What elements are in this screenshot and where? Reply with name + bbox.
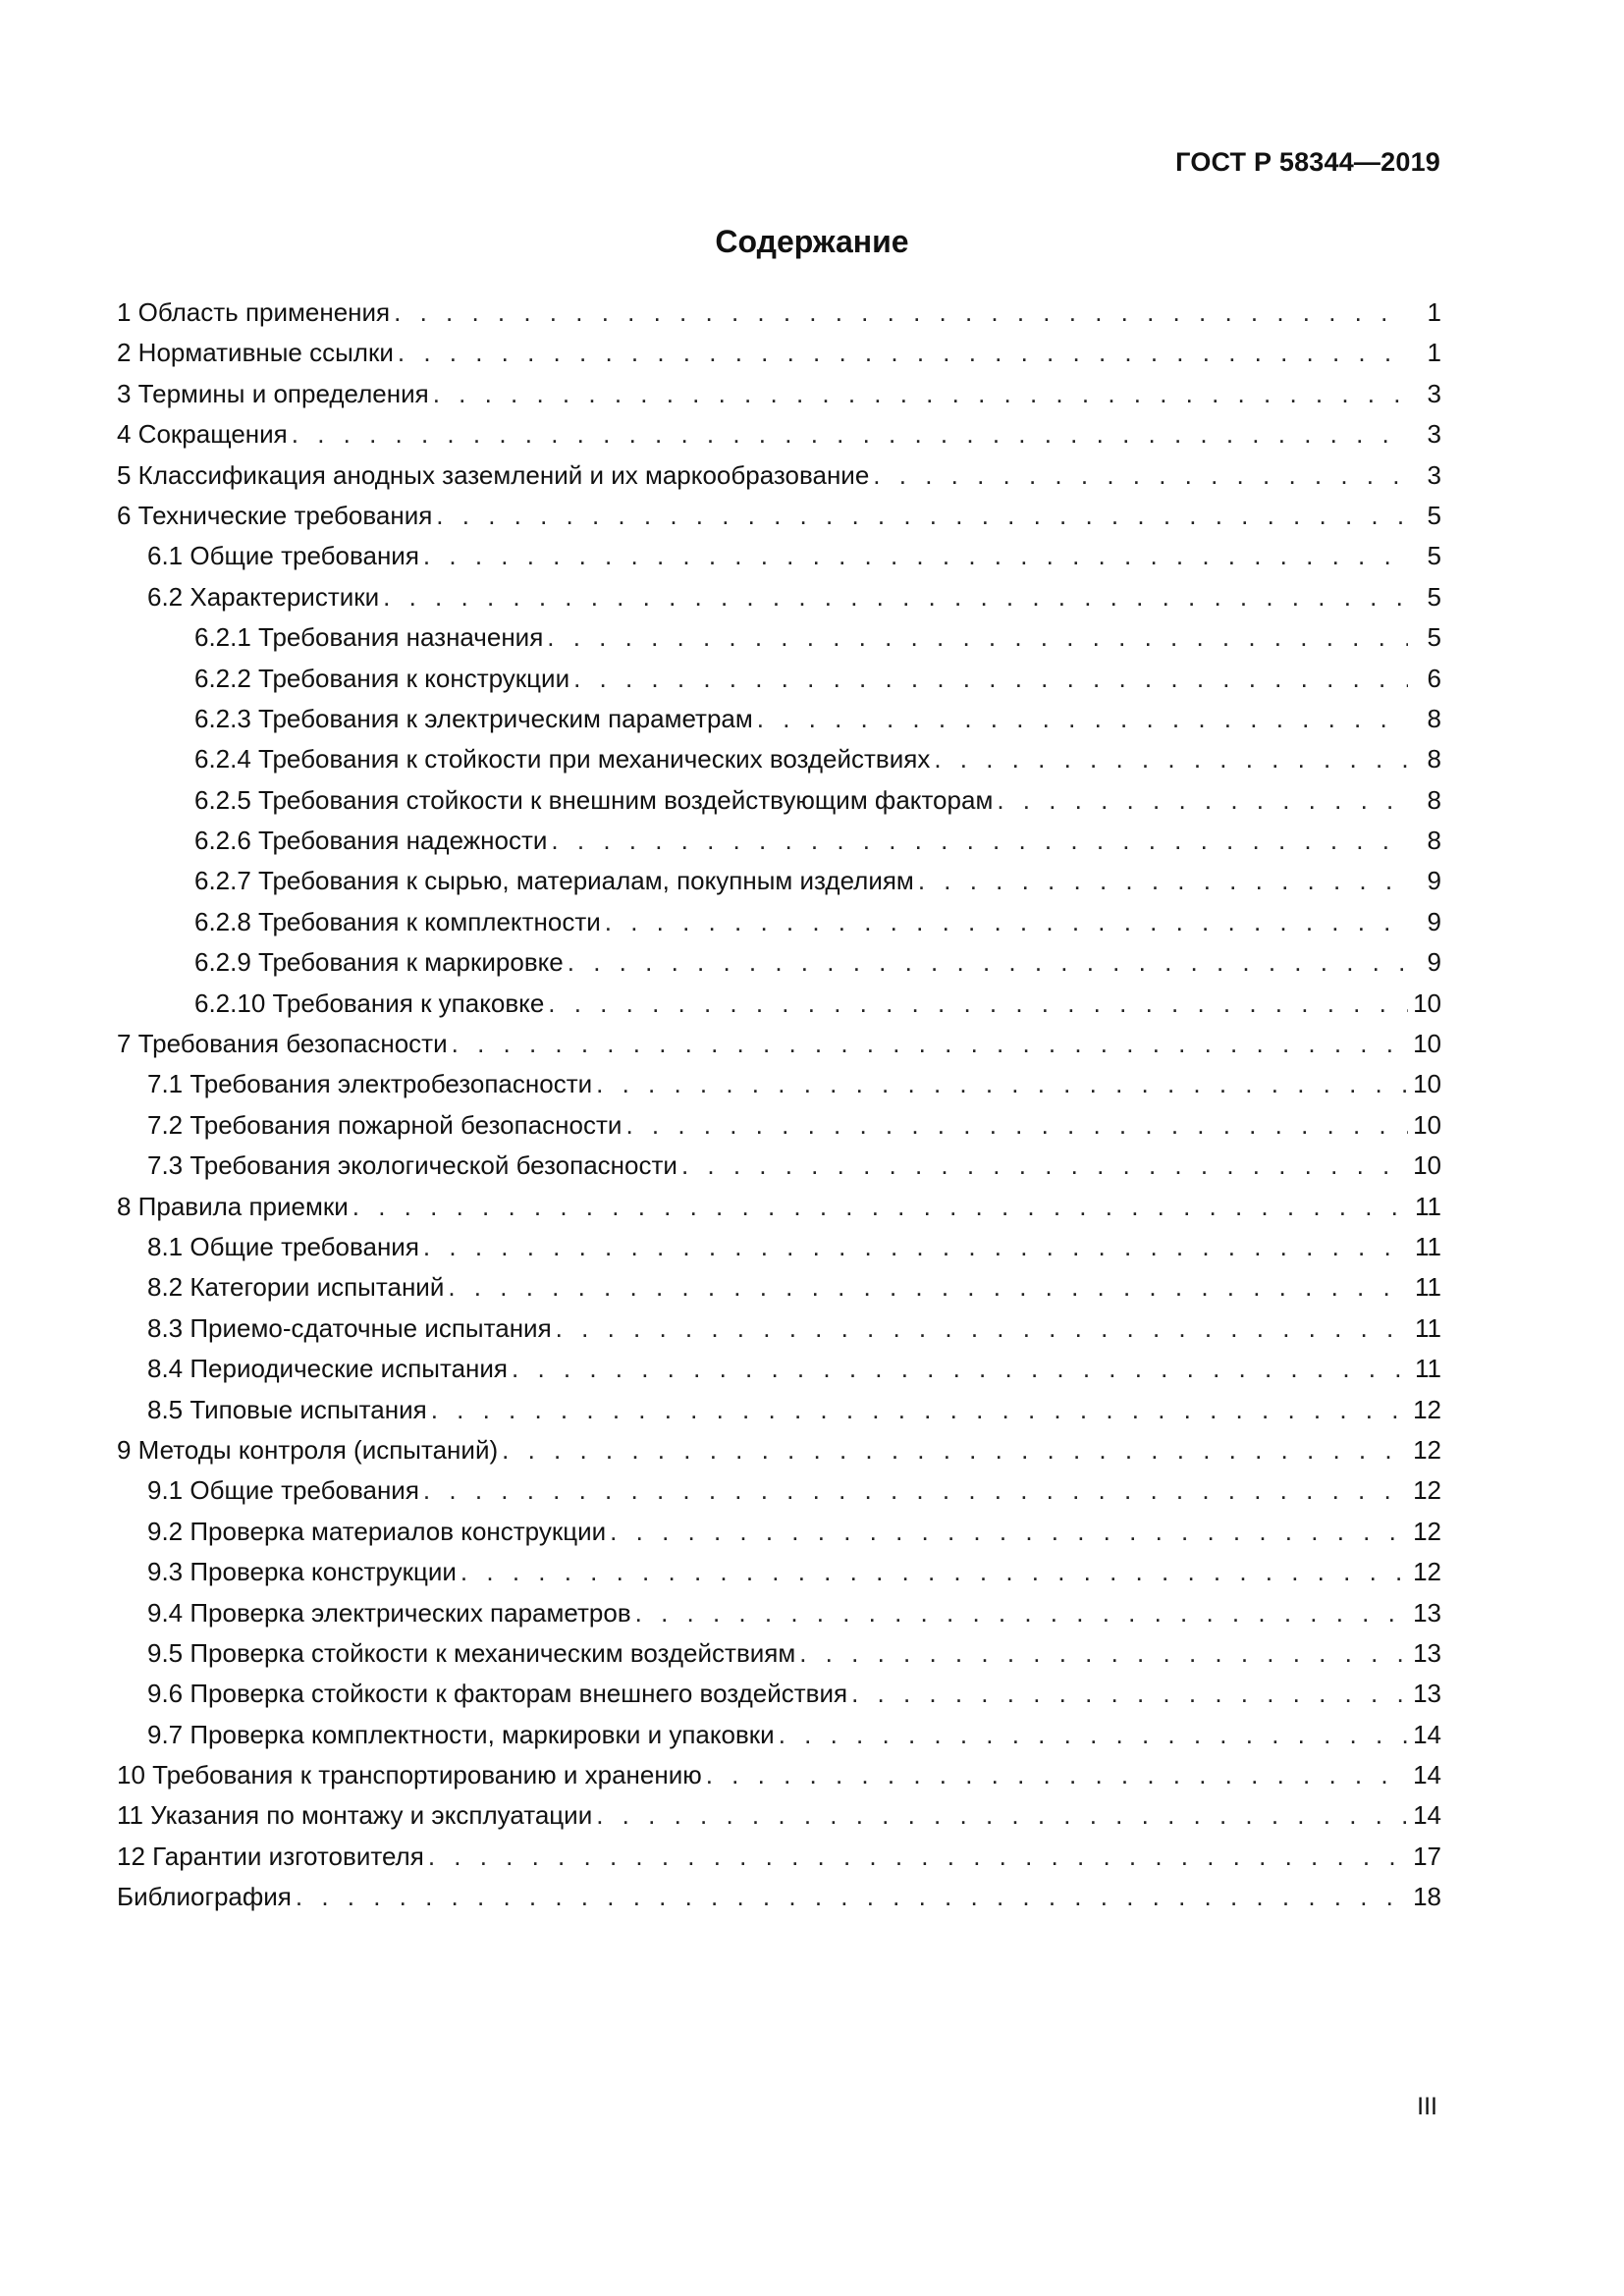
toc-entry-page: 13	[1413, 1679, 1441, 1709]
toc-entry[interactable]	[117, 1552, 1441, 1592]
toc-entry[interactable]	[117, 780, 1441, 821]
toc-entry-page: 14	[1413, 1800, 1441, 1831]
toc-entry-page: 8	[1427, 784, 1441, 815]
toc-entry[interactable]	[117, 1512, 1441, 1552]
toc-entry[interactable]	[117, 1715, 1441, 1755]
toc-entry-title: 6.2.2 Требования к конструкции	[194, 663, 570, 693]
toc-entry-title: 8.4 Периодические испытания	[147, 1354, 508, 1384]
toc-entry-page: 11	[1415, 1231, 1441, 1261]
toc-entry-title: 6.2.3 Требования к электрическим параметрам	[194, 703, 753, 733]
toc-dot-leader	[681, 1146, 1408, 1186]
toc-dot-leader	[757, 699, 1408, 739]
toc-entry-title: 12 Гарантии изготовителя	[117, 1841, 424, 1871]
toc-dot-leader	[934, 739, 1408, 779]
toc-entry-page: 3	[1427, 378, 1441, 408]
toc-dot-leader	[352, 1187, 1408, 1227]
toc-entry[interactable]	[117, 1349, 1441, 1389]
toc-entry-page: 10	[1413, 1029, 1441, 1059]
toc-dot-leader	[556, 1308, 1408, 1349]
toc-entry[interactable]	[117, 902, 1441, 942]
toc-entry[interactable]	[117, 739, 1441, 779]
toc-entry-title: 8.2 Категории испытаний	[147, 1272, 445, 1303]
toc-entry-title: 6.2.1 Требования назначения	[194, 622, 544, 653]
toc-entry[interactable]	[117, 1390, 1441, 1430]
toc-entry[interactable]	[117, 942, 1441, 983]
toc-entry-page: 9	[1427, 947, 1441, 978]
toc-entry-title: 9.7 Проверка комплектности, маркировки и упаковки	[147, 1719, 775, 1749]
toc-entry-page: 12	[1413, 1394, 1441, 1424]
toc-entry-page: 3	[1427, 419, 1441, 450]
toc-dot-leader	[596, 1064, 1408, 1104]
toc-dot-leader	[548, 984, 1408, 1024]
toc-dot-leader	[596, 1795, 1408, 1836]
toc-dot-leader	[625, 1105, 1408, 1146]
toc-entry[interactable]	[117, 1430, 1441, 1470]
toc-entry-page: 10	[1413, 1150, 1441, 1181]
toc-entry-page: 12	[1413, 1557, 1441, 1587]
toc-entry-title: 7.3 Требования экологической безопасности	[147, 1150, 677, 1181]
toc-dot-leader	[918, 861, 1408, 901]
toc-entry-page: 11	[1415, 1312, 1441, 1343]
toc-entry-title: 8 Правила приемки	[117, 1191, 349, 1221]
toc-entry[interactable]	[117, 1593, 1441, 1633]
toc-entry[interactable]	[117, 374, 1441, 414]
toc-entry-title: 6.2.5 Требования стойкости к внешним воздействующим факторам	[194, 784, 994, 815]
toc-entry-title: 9.6 Проверка стойкости к факторам внешнего воздействия	[147, 1679, 848, 1709]
toc-entry-title: 6.1 Общие требования	[147, 541, 419, 571]
toc-dot-leader	[292, 414, 1408, 454]
toc-entry-title: 6.2.9 Требования к маркировке	[194, 947, 564, 978]
toc-entry-page: 13	[1413, 1597, 1441, 1628]
toc-entry-page: 8	[1427, 744, 1441, 774]
toc-entry-title: 9 Методы контроля (испытаний)	[117, 1434, 499, 1465]
toc-title: Содержание	[715, 224, 909, 259]
toc-dot-leader	[873, 455, 1408, 496]
toc-entry-page: 12	[1413, 1516, 1441, 1546]
toc-dot-leader	[423, 1227, 1408, 1267]
toc-dot-leader	[296, 1877, 1408, 1917]
toc-entry[interactable]	[117, 1674, 1441, 1714]
toc-entry[interactable]	[117, 293, 1441, 333]
toc-entry[interactable]	[117, 496, 1441, 536]
toc-dot-leader	[551, 821, 1408, 861]
toc-entry[interactable]	[117, 414, 1441, 454]
toc-dot-leader	[547, 617, 1408, 658]
toc-entry[interactable]	[117, 699, 1441, 739]
toc-dot-leader	[423, 1470, 1408, 1511]
toc-entry-title: 9.2 Проверка материалов конструкции	[147, 1516, 607, 1546]
toc-entry-title: 7.1 Требования электробезопасности	[147, 1069, 593, 1099]
toc-entry-title: 2 Нормативные ссылки	[117, 338, 394, 368]
toc-dot-leader	[605, 902, 1408, 942]
toc-entry-page: 14	[1413, 1719, 1441, 1749]
toc-dot-leader	[448, 1267, 1408, 1308]
toc-dot-leader	[431, 1390, 1408, 1430]
toc-entry-title: 9.1 Общие требования	[147, 1475, 419, 1506]
toc-dot-leader	[452, 1024, 1408, 1064]
toc-entry-title: 6.2.4 Требования к стойкости при механических воздействиях	[194, 744, 931, 774]
toc-entry-title: 8.5 Типовые испытания	[147, 1394, 427, 1424]
toc-entry-title: 10 Требования к транспортированию и хранению	[117, 1760, 702, 1790]
toc-entry-page: 9	[1427, 866, 1441, 896]
toc-entry-page: 8	[1427, 703, 1441, 733]
toc-dot-leader	[610, 1512, 1408, 1552]
toc-entry-title: 9.5 Проверка стойкости к механическим воздействиям	[147, 1637, 796, 1668]
toc-entry-title: Библиография	[117, 1882, 292, 1912]
toc-entry[interactable]	[117, 577, 1441, 617]
toc-entry-page: 14	[1413, 1760, 1441, 1790]
toc-entry-title: 6.2.7 Требования к сырью, материалам, покупным изделиям	[194, 866, 914, 896]
toc-dot-leader	[779, 1715, 1408, 1755]
document-code: ГОСТ Р 58344—2019	[1175, 147, 1440, 177]
toc-entry[interactable]	[117, 861, 1441, 901]
toc-entry-page: 17	[1413, 1841, 1441, 1871]
toc-entry-page: 1	[1427, 338, 1441, 368]
toc-dot-leader	[423, 536, 1408, 576]
toc-dot-leader	[436, 496, 1408, 536]
toc-entry-title: 6.2 Характеристики	[147, 581, 380, 612]
toc-dot-leader	[428, 1837, 1408, 1877]
toc-entry[interactable]	[117, 455, 1441, 496]
toc-dot-leader	[851, 1674, 1408, 1714]
page-number: III	[1417, 2093, 1437, 2120]
toc-entry-title: 6.2.10 Требования к упаковке	[194, 988, 545, 1018]
toc-entry[interactable]	[117, 1837, 1441, 1877]
toc-entry-title: 11 Указания по монтажу и эксплуатации	[117, 1800, 593, 1831]
toc-entry-page: 10	[1413, 988, 1441, 1018]
toc-entry-page: 11	[1415, 1354, 1441, 1384]
toc-entry-page: 18	[1413, 1882, 1441, 1912]
toc-entry-page: 13	[1413, 1637, 1441, 1668]
toc-entry-title: 3 Термины и определения	[117, 378, 429, 408]
toc-entry[interactable]	[117, 1064, 1441, 1104]
toc-entry-page: 5	[1427, 622, 1441, 653]
toc-entry[interactable]	[117, 1633, 1441, 1674]
toc-entry[interactable]	[117, 1877, 1441, 1917]
toc-entry-page: 9	[1427, 906, 1441, 936]
toc-entry-title: 7 Требования безопасности	[117, 1029, 448, 1059]
toc-entry[interactable]	[117, 1187, 1441, 1227]
toc-entry[interactable]	[117, 821, 1441, 861]
toc-entry-page: 11	[1415, 1191, 1441, 1221]
toc-entry-page: 12	[1413, 1475, 1441, 1506]
toc-entry-title: 7.2 Требования пожарной безопасности	[147, 1109, 623, 1140]
toc-entry-page: 6	[1427, 663, 1441, 693]
toc-entry-title: 6.2.6 Требования надежности	[194, 826, 548, 856]
toc-entry-page: 5	[1427, 541, 1441, 571]
toc-entry-title: 8.1 Общие требования	[147, 1231, 419, 1261]
toc-entry-page: 11	[1415, 1272, 1441, 1303]
toc-entry-title: 4 Сокращения	[117, 419, 288, 450]
toc-entry[interactable]	[117, 1795, 1441, 1836]
toc-dot-leader	[502, 1430, 1408, 1470]
toc-dot-leader	[394, 293, 1408, 333]
toc-entry-page: 3	[1427, 459, 1441, 490]
toc-entry-page: 8	[1427, 826, 1441, 856]
toc-entry[interactable]	[117, 659, 1441, 699]
toc-dot-leader	[706, 1755, 1408, 1795]
table-of-contents	[117, 293, 1441, 1918]
toc-entry[interactable]	[117, 1267, 1441, 1308]
toc-entry-page: 12	[1413, 1434, 1441, 1465]
toc-entry-title: 6.2.8 Требования к комплектности	[194, 906, 601, 936]
toc-entry-title: 5 Классификация анодных заземлений и их маркообразование	[117, 459, 870, 490]
toc-entry-title: 9.4 Проверка электрических параметров	[147, 1597, 631, 1628]
toc-entry-title: 8.3 Приемо-сдаточные испытания	[147, 1312, 552, 1343]
toc-dot-leader	[398, 333, 1408, 373]
toc-entry-page: 10	[1413, 1109, 1441, 1140]
toc-entry[interactable]	[117, 1105, 1441, 1146]
toc-entry[interactable]	[117, 1146, 1441, 1186]
toc-entry-title: 6 Технические требования	[117, 500, 433, 530]
toc-dot-leader	[383, 577, 1408, 617]
toc-entry-page: 10	[1413, 1069, 1441, 1099]
toc-entry-title: 1 Область применения	[117, 297, 391, 327]
toc-entry[interactable]	[117, 1308, 1441, 1349]
toc-entry[interactable]	[117, 1227, 1441, 1267]
toc-entry-page: 5	[1427, 500, 1441, 530]
toc-entry[interactable]	[117, 617, 1441, 658]
toc-dot-leader	[433, 374, 1408, 414]
toc-dot-leader	[573, 659, 1408, 699]
toc-dot-leader	[460, 1552, 1408, 1592]
toc-dot-leader	[568, 942, 1408, 983]
toc-dot-leader	[512, 1349, 1408, 1389]
toc-entry[interactable]	[117, 1024, 1441, 1064]
toc-dot-leader	[997, 780, 1408, 821]
toc-entry-page: 5	[1427, 581, 1441, 612]
toc-entry-title: 9.3 Проверка конструкции	[147, 1557, 457, 1587]
toc-entry[interactable]	[117, 1470, 1441, 1511]
toc-dot-leader	[635, 1593, 1408, 1633]
toc-entry-page: 1	[1427, 297, 1441, 327]
toc-entry[interactable]	[117, 1755, 1441, 1795]
toc-dot-leader	[799, 1633, 1408, 1674]
toc-entry[interactable]	[117, 333, 1441, 373]
toc-entry[interactable]	[117, 536, 1441, 576]
toc-entry[interactable]	[117, 984, 1441, 1024]
